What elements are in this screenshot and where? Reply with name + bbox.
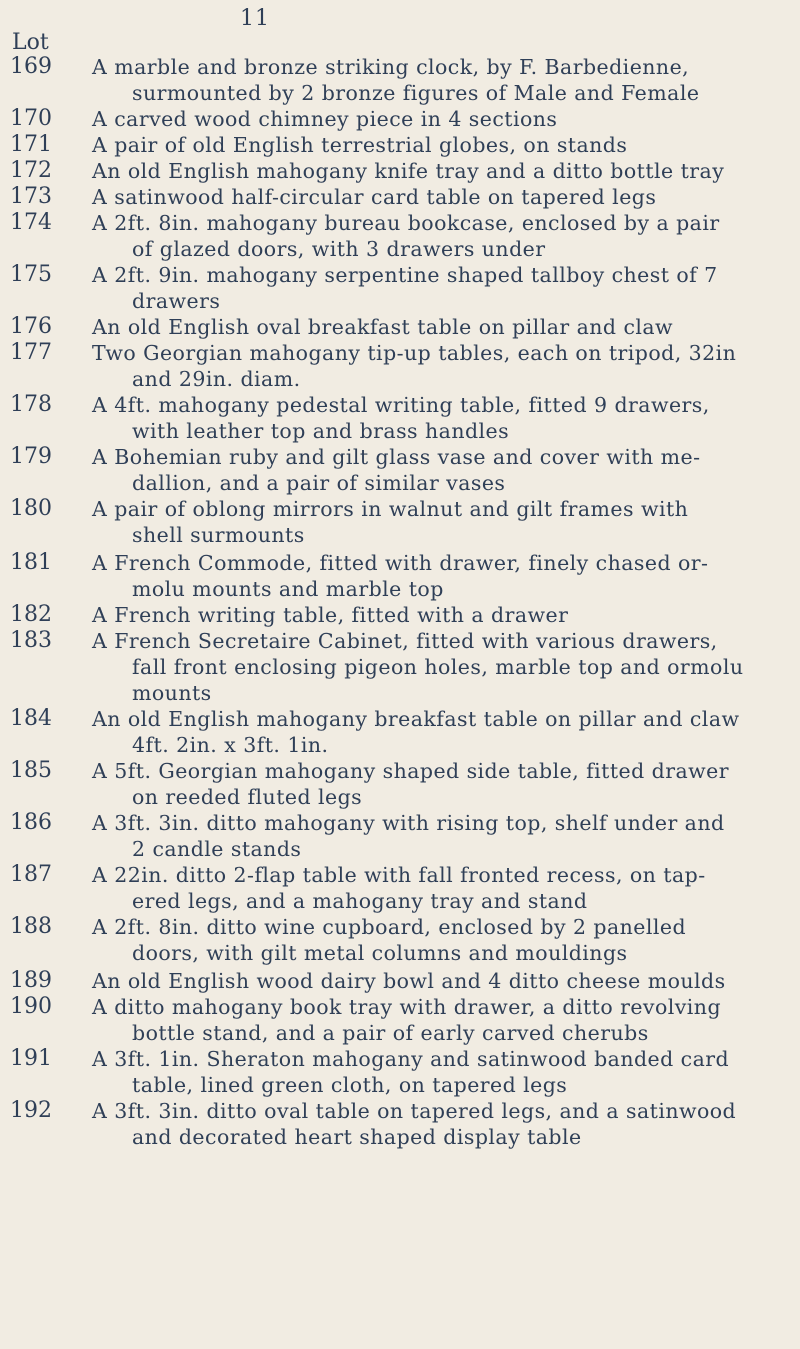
lot-description-line: molu mounts and marble top — [132, 577, 444, 601]
lot-description — [92, 106, 792, 132]
lot-description — [92, 210, 792, 262]
lot-description-line: A pair of oblong mirrors in walnut and gilt frames with — [92, 497, 689, 521]
lot-number: 182 — [10, 602, 52, 627]
lot-description — [92, 392, 792, 444]
page-number: 11 — [240, 6, 270, 31]
lot-description-line: A 2ft. 9in. mahogany serpentine shaped tallboy chest of 7 — [92, 263, 718, 287]
lot-description-line: A 4ft. mahogany pedestal writing table, fitted 9 drawers, — [92, 393, 710, 417]
lot-description-line: mounts — [132, 681, 212, 705]
lot-description — [92, 862, 792, 914]
lot-description — [92, 54, 792, 106]
lot-description-line: of glazed doors, with 3 drawers under — [132, 237, 546, 261]
lot-description — [92, 158, 792, 184]
lot-description-line: shell surmounts — [132, 523, 305, 547]
lot-number: 177 — [10, 340, 52, 365]
lot-description-line: A carved wood chimney piece in 4 sections — [92, 107, 558, 131]
lot-description — [92, 994, 792, 1046]
lot-number: 170 — [10, 106, 52, 131]
lot-description-line: table, lined green cloth, on tapered legs — [132, 1073, 568, 1097]
lot-description — [92, 184, 792, 210]
lot-description-line: with leather top and brass handles — [132, 419, 510, 443]
lot-description — [92, 706, 792, 758]
lot-number: 172 — [10, 158, 52, 183]
lot-number: 176 — [10, 314, 52, 339]
lot-description — [92, 262, 792, 314]
lot-description — [92, 550, 792, 602]
lot-description-line: An old English oval breakfast table on pillar and claw — [92, 315, 674, 339]
lot-description — [92, 1046, 792, 1098]
lot-number: 178 — [10, 392, 52, 417]
lot-description — [92, 968, 792, 994]
lot-description-line: dallion, and a pair of similar vases — [132, 471, 506, 495]
lot-number: 183 — [10, 628, 52, 653]
lot-description-line: 2 candle stands — [132, 837, 302, 861]
lot-number: 171 — [10, 132, 52, 157]
lot-description-line: A French Commode, fitted with drawer, finely chased or- — [92, 551, 709, 575]
lot-description-line: A 3ft. 3in. ditto oval table on tapered legs, and a satinwood — [92, 1099, 737, 1123]
lot-description-line: doors, with gilt metal columns and mouldings — [132, 941, 628, 965]
lot-description — [92, 314, 792, 340]
lot-number: 185 — [10, 758, 52, 783]
lot-description-line: A 22in. ditto 2-flap table with fall fronted recess, on tap- — [92, 863, 706, 887]
lot-description-line: and decorated heart shaped display table — [132, 1125, 582, 1149]
lot-description-line: A marble and bronze striking clock, by F. Barbedienne, — [92, 55, 690, 79]
lot-description-line: 4ft. 2in. x 3ft. 1in. — [132, 733, 329, 757]
lot-description-line: An old English wood dairy bowl and 4 ditto cheese moulds — [92, 969, 726, 993]
lot-number: 188 — [10, 914, 52, 939]
lot-description-line: A satinwood half-circular card table on tapered legs — [92, 185, 657, 209]
lot-description-line: A 3ft. 1in. Sheraton mahogany and satinwood banded card — [92, 1047, 730, 1071]
lot-description-line: drawers — [132, 289, 221, 313]
lot-description — [92, 496, 792, 548]
lot-description — [92, 132, 792, 158]
lot-description — [92, 914, 792, 966]
lot-number: 181 — [10, 550, 52, 575]
lot-number: 175 — [10, 262, 52, 287]
lot-number: 192 — [10, 1098, 52, 1123]
lot-description-line: A 5ft. Georgian mahogany shaped side table, fitted drawer — [92, 759, 729, 783]
lot-number: 189 — [10, 968, 52, 993]
lot-description-line: on reeded fluted legs — [132, 785, 363, 809]
lot-description-line: surmounted by 2 bronze figures of Male and Female — [132, 81, 700, 105]
lot-description-line: A 3ft. 3in. ditto mahogany with rising top, shelf under and — [92, 811, 725, 835]
lot-description — [92, 602, 792, 628]
lot-description-line: bottle stand, and a pair of early carved cherubs — [132, 1021, 649, 1045]
lot-description-line: A pair of old English terrestrial globes, on stands — [92, 133, 628, 157]
lot-number: 186 — [10, 810, 52, 835]
lot-description-line: A French Secretaire Cabinet, fitted with various drawers, — [92, 629, 718, 653]
lot-description — [92, 628, 792, 706]
lot-number: 184 — [10, 706, 52, 731]
lot-description-line: A French writing table, fitted with a drawer — [92, 603, 569, 627]
lot-description-line: A 2ft. 8in. ditto wine cupboard, enclosed by 2 panelled — [92, 915, 687, 939]
lot-description — [92, 810, 792, 862]
lot-number: 169 — [10, 54, 52, 79]
lot-description-line: and 29in. diam. — [132, 367, 301, 391]
lot-number: 180 — [10, 496, 52, 521]
lot-number: 173 — [10, 184, 52, 209]
lot-description-line: ered legs, and a mahogany tray and stand — [132, 889, 588, 913]
lot-description-line: Two Georgian mahogany tip-up tables, each on tripod, 32in — [92, 341, 737, 365]
lot-description-line: An old English mahogany breakfast table on pillar and claw — [92, 707, 740, 731]
lot-description — [92, 758, 792, 810]
lot-description-line: A ditto mahogany book tray with drawer, a ditto revolving — [92, 995, 722, 1019]
lot-description-line: A Bohemian ruby and gilt glass vase and cover with me- — [92, 445, 701, 469]
lot-number: 174 — [10, 210, 52, 235]
lot-description — [92, 340, 792, 392]
lot-description — [92, 1098, 792, 1150]
lot-number: 190 — [10, 994, 52, 1019]
lot-description-line: An old English mahogany knife tray and a ditto bottle tray — [92, 159, 725, 183]
lot-column-header: Lot — [12, 30, 49, 55]
lot-number: 179 — [10, 444, 52, 469]
lot-description — [92, 444, 792, 496]
lot-number: 187 — [10, 862, 52, 887]
lot-number: 191 — [10, 1046, 52, 1071]
lot-description-line: fall front enclosing pigeon holes, marble top and ormolu — [132, 655, 744, 679]
lot-description-line: A 2ft. 8in. mahogany bureau bookcase, enclosed by a pair — [92, 211, 720, 235]
